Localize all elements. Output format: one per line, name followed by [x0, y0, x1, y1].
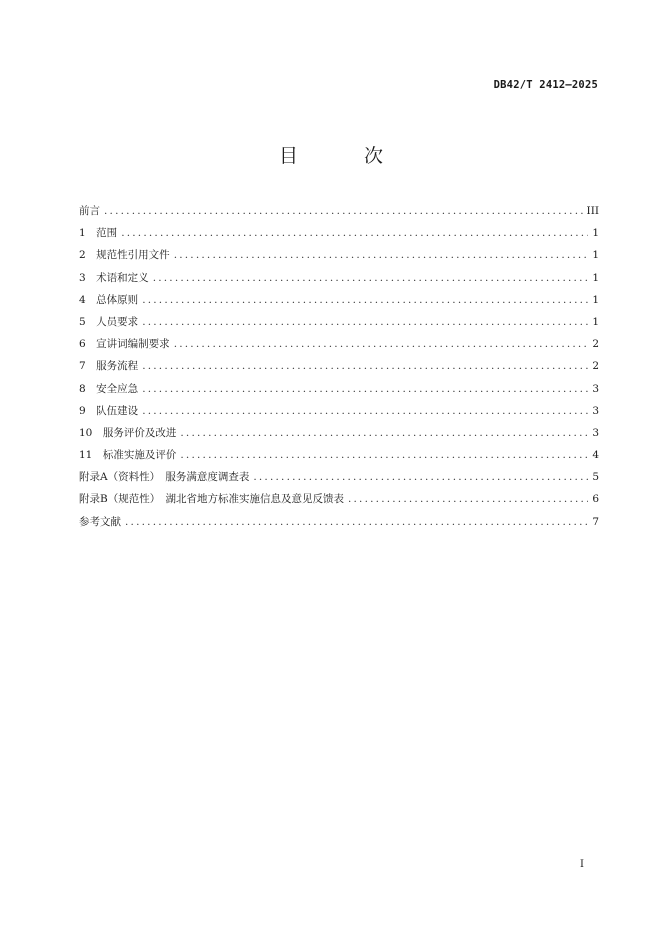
- page-number: I: [580, 859, 584, 870]
- toc-leader-dots: [142, 289, 588, 311]
- toc-entry-label: 3 术语和定义: [79, 271, 149, 284]
- toc-entry-page: 1: [592, 315, 599, 328]
- toc-entry-page: 4: [592, 449, 599, 462]
- toc-leader-dots: [142, 355, 588, 377]
- toc-entry-label: 7 服务流程: [79, 360, 139, 373]
- toc-leader-dots: [142, 311, 588, 333]
- toc-leader-dots: [348, 488, 588, 510]
- toc-entry-page: 2: [592, 360, 599, 373]
- toc-entry-label: 8 安全应急: [79, 382, 139, 395]
- toc-entry-label: 5 人员要求: [79, 315, 139, 328]
- toc-leader-dots: [153, 267, 589, 289]
- table-of-contents: [79, 200, 599, 533]
- toc-entry-label: 9 队伍建设: [79, 404, 139, 417]
- toc-entry-page: 3: [592, 426, 599, 439]
- toc-entry[interactable]: [79, 200, 599, 222]
- toc-entry-page: 3: [592, 382, 599, 395]
- toc-entry-page: 1: [592, 249, 599, 262]
- toc-entry[interactable]: [79, 289, 599, 311]
- toc-entry-label: 11 标准实施及评价: [79, 449, 177, 462]
- page-title: 目 次: [278, 145, 414, 167]
- toc-entry[interactable]: [79, 422, 599, 444]
- toc-entry-label: 6 宣讲词编制要求: [79, 338, 170, 351]
- toc-leader-dots: [142, 400, 588, 422]
- toc-leader-dots: [125, 511, 588, 533]
- toc-entry[interactable]: [79, 267, 599, 289]
- toc-entry-page: 5: [592, 471, 599, 484]
- toc-leader-dots: [174, 244, 589, 266]
- toc-entry-page: 3: [592, 404, 599, 417]
- toc-leader-dots: [253, 466, 588, 488]
- toc-leader-dots: [104, 200, 583, 222]
- toc-entry[interactable]: [79, 244, 599, 266]
- toc-entry-page: 7: [592, 515, 599, 528]
- toc-entry-page: 1: [592, 293, 599, 306]
- toc-entry-label: 10 服务评价及改进: [79, 426, 177, 439]
- toc-entry-label: 附录A（资料性） 服务满意度调查表: [79, 471, 250, 484]
- toc-entry-page: 6: [592, 493, 599, 506]
- toc-leader-dots: [142, 378, 588, 400]
- toc-leader-dots: [180, 444, 588, 466]
- toc-entry[interactable]: [79, 466, 599, 488]
- toc-entry-label: 附录B（规范性） 湖北省地方标准实施信息及意见反馈表: [79, 493, 344, 506]
- toc-entry-page: 1: [592, 271, 599, 284]
- toc-entry-label: 4 总体原则: [79, 293, 139, 306]
- toc-entry[interactable]: [79, 444, 599, 466]
- toc-leader-dots: [121, 222, 588, 244]
- toc-entry-label: 前言: [79, 205, 100, 217]
- toc-entry-label: 参考文献: [79, 515, 121, 528]
- toc-entry[interactable]: [79, 222, 599, 244]
- toc-entry[interactable]: [79, 488, 599, 510]
- toc-entry[interactable]: [79, 355, 599, 377]
- toc-entry[interactable]: [79, 400, 599, 422]
- document-code: DB42/T 2412—2025: [493, 79, 598, 91]
- toc-leader-dots: [174, 333, 589, 355]
- toc-entry-page: 2: [592, 338, 599, 351]
- toc-entry-page: III: [586, 205, 599, 217]
- toc-entry-page: 1: [592, 227, 599, 240]
- toc-entry-label: 1 范围: [79, 227, 118, 240]
- toc-leader-dots: [180, 422, 588, 444]
- toc-entry-label: 2 规范性引用文件: [79, 249, 170, 262]
- toc-entry[interactable]: [79, 511, 599, 533]
- toc-entry[interactable]: [79, 378, 599, 400]
- toc-entry[interactable]: [79, 311, 599, 333]
- toc-entry[interactable]: [79, 333, 599, 355]
